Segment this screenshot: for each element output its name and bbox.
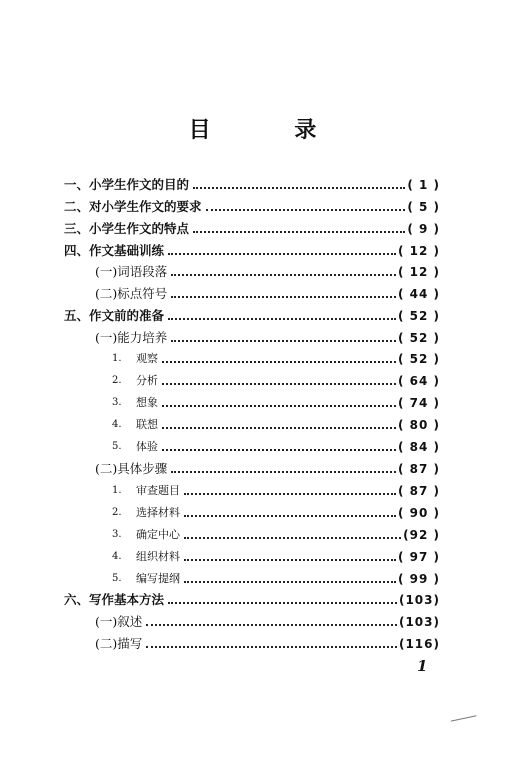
dot-leader bbox=[184, 559, 396, 561]
toc-page-number: ( 64 ) bbox=[397, 374, 440, 388]
toc-entry-subsection[interactable] bbox=[112, 349, 440, 369]
dot-leader bbox=[146, 624, 397, 626]
toc-entry-section[interactable] bbox=[95, 328, 440, 348]
dot-leader bbox=[168, 318, 396, 320]
toc-page-number: (103) bbox=[398, 615, 440, 629]
toc-entry-label: (二)标点符号 bbox=[95, 286, 168, 301]
toc-entry-label: 六、写作基本方法 bbox=[64, 592, 165, 607]
toc-entry-number: 1. bbox=[112, 485, 122, 496]
toc-page-number: ( 9 ) bbox=[407, 222, 440, 236]
toc-entry-label: 组织材料 bbox=[136, 550, 180, 563]
toc-entry-label: 三、小学生作文的特点 bbox=[64, 221, 190, 236]
toc-entry-subsection[interactable] bbox=[112, 547, 440, 567]
toc-entry-number: 2. bbox=[112, 375, 122, 386]
toc-entry-label: 联想 bbox=[136, 418, 158, 431]
toc-entry-label: 一、小学生作文的目的 bbox=[64, 177, 190, 192]
toc-entry-section[interactable] bbox=[95, 634, 440, 654]
toc-page-number: ( 52 ) bbox=[397, 331, 440, 345]
dot-leader bbox=[171, 274, 396, 276]
toc-entry-chapter-6[interactable] bbox=[64, 590, 440, 610]
toc-entry-number: 3. bbox=[112, 529, 122, 540]
toc-page-number: ( 12 ) bbox=[397, 265, 440, 279]
toc-entry-label: (一)能力培养 bbox=[95, 330, 168, 345]
toc-page-number: ( 87 ) bbox=[397, 462, 440, 476]
toc-page-number: ( 52 ) bbox=[397, 309, 440, 323]
dot-leader bbox=[193, 187, 405, 189]
toc-entry-subsection[interactable] bbox=[112, 569, 440, 589]
toc-entry-number: 3. bbox=[112, 397, 122, 408]
dot-leader bbox=[171, 296, 396, 298]
toc-entry-number: 2. bbox=[112, 507, 122, 518]
toc-page-number: ( 1 ) bbox=[407, 178, 440, 192]
dot-leader bbox=[171, 340, 396, 342]
toc-entry-label: 审查题目 bbox=[136, 484, 180, 497]
toc-entry-label: 编写提纲 bbox=[136, 572, 180, 585]
dot-leader bbox=[162, 383, 396, 385]
toc-entry-section[interactable] bbox=[95, 262, 440, 282]
toc-entry-label: (二)具体步骤 bbox=[95, 461, 168, 476]
toc-entry-chapter-3[interactable] bbox=[64, 219, 440, 239]
scan-mark bbox=[450, 709, 477, 721]
toc-page-number: ( 99 ) bbox=[397, 572, 440, 586]
dot-leader bbox=[162, 405, 396, 407]
dot-leader bbox=[162, 427, 396, 429]
toc-entry-label: 想象 bbox=[136, 396, 158, 409]
toc-entry-number: 1. bbox=[112, 353, 122, 364]
toc-page-number: ( 12 ) bbox=[397, 244, 440, 258]
toc-entry-label: 分析 bbox=[136, 374, 158, 387]
dot-leader bbox=[162, 361, 396, 363]
toc-page-number: ( 5 ) bbox=[407, 200, 440, 214]
dot-leader bbox=[146, 646, 397, 648]
toc-page-number: (92 ) bbox=[403, 528, 440, 542]
dot-leader bbox=[168, 602, 397, 604]
toc-entry-subsection[interactable] bbox=[112, 371, 440, 391]
dot-leader bbox=[162, 449, 396, 451]
toc-entry-label: 确定中心 bbox=[136, 528, 180, 541]
toc-page-number: ( 44 ) bbox=[397, 287, 440, 301]
dot-leader bbox=[206, 209, 406, 211]
toc-entry-label: 观察 bbox=[136, 352, 158, 365]
toc-entry-subsection[interactable] bbox=[112, 481, 440, 501]
toc-page-number: ( 74 ) bbox=[397, 396, 440, 410]
toc-entry-label: (一)词语段落 bbox=[95, 264, 168, 279]
toc-entry-number: 5. bbox=[112, 573, 122, 584]
toc-page-number: ( 87 ) bbox=[397, 484, 440, 498]
toc-entry-chapter-4[interactable] bbox=[64, 241, 440, 261]
toc-entry-subsection[interactable] bbox=[112, 503, 440, 523]
toc-entry-subsection[interactable] bbox=[112, 415, 440, 435]
toc-entry-chapter-5[interactable] bbox=[64, 306, 440, 326]
dot-leader bbox=[193, 231, 405, 233]
dot-leader bbox=[171, 471, 396, 473]
toc-entry-number: 4. bbox=[112, 551, 122, 562]
toc-entry-label: 五、作文前的准备 bbox=[64, 308, 165, 323]
dot-leader bbox=[184, 515, 396, 517]
toc-entry-section[interactable] bbox=[95, 459, 440, 479]
dot-leader bbox=[184, 537, 401, 539]
toc-entry-number: 4. bbox=[112, 419, 122, 430]
dot-leader bbox=[184, 581, 396, 583]
toc-page-number: ( 90 ) bbox=[397, 506, 440, 520]
toc-page-number: ( 84 ) bbox=[397, 440, 440, 454]
toc-entry-label: 二、对小学生作文的要求 bbox=[64, 199, 202, 214]
toc-page-number: ( 97 ) bbox=[397, 550, 440, 564]
page-title: 目 录 bbox=[188, 117, 355, 143]
page-number: 1 bbox=[417, 657, 428, 675]
toc-entry-label: (一)叙述 bbox=[95, 614, 143, 629]
toc-entry-subsection[interactable] bbox=[112, 393, 440, 413]
dot-leader bbox=[184, 493, 396, 495]
toc-page-number: (116) bbox=[398, 637, 440, 651]
toc-entry-label: 选择材料 bbox=[136, 506, 180, 519]
toc-entry-label: 四、作文基础训练 bbox=[64, 243, 165, 258]
toc-entry-subsection[interactable] bbox=[112, 437, 440, 457]
toc-entry-label: 体验 bbox=[136, 440, 158, 453]
toc-page-number: ( 80 ) bbox=[397, 418, 440, 432]
toc-entry-section[interactable] bbox=[95, 284, 440, 304]
dot-leader bbox=[168, 253, 396, 255]
toc-page-number: ( 52 ) bbox=[397, 352, 440, 366]
toc-entry-number: 5. bbox=[112, 441, 122, 452]
toc-entry-label: (二)描写 bbox=[95, 636, 143, 651]
toc-entry-section[interactable] bbox=[95, 612, 440, 632]
toc-entry-chapter-2[interactable] bbox=[64, 197, 440, 217]
toc-page-number: (103) bbox=[398, 593, 440, 607]
toc-entry-subsection[interactable] bbox=[112, 525, 440, 545]
toc-entry-chapter-1[interactable] bbox=[64, 175, 440, 195]
